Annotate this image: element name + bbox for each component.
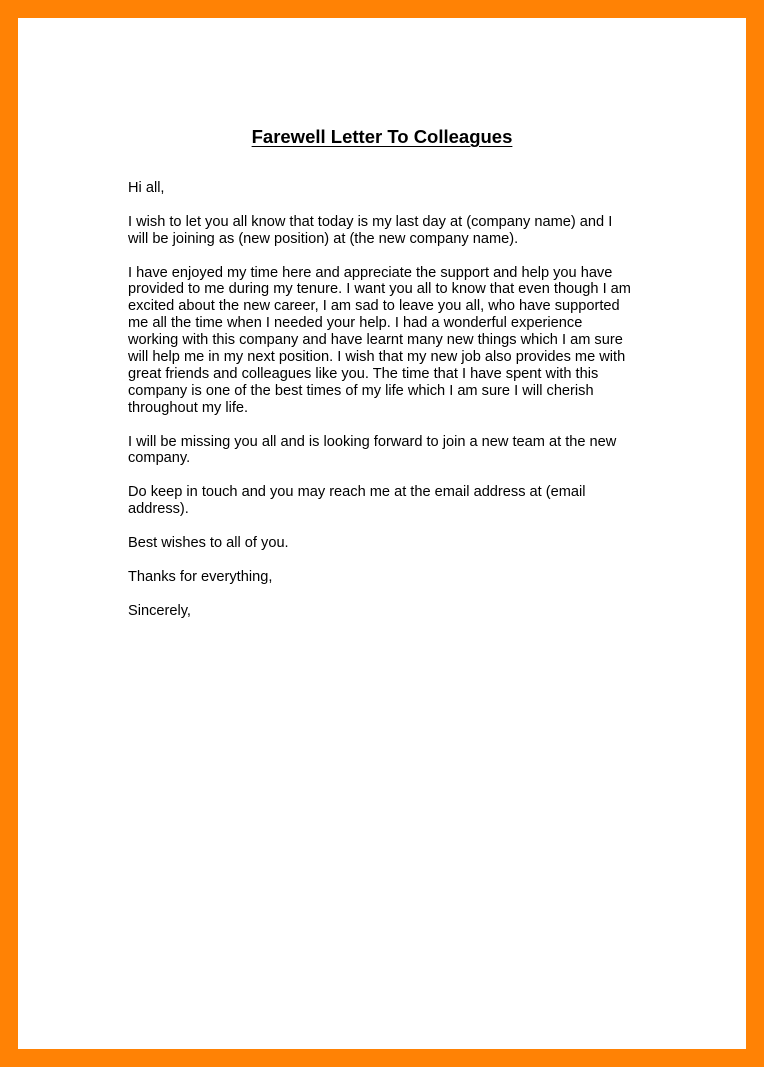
thanks-line: Thanks for everything,: [128, 568, 273, 585]
text-line: throughout my life.: [128, 399, 249, 416]
letter-page: [18, 18, 746, 1049]
paragraph-last-day: [128, 214, 648, 248]
text-line: will help me in my next position. I wish that my new job also provides me with: [128, 349, 626, 366]
text-line: excited about the new career, I am sad to leave you all, who have supported: [128, 298, 620, 315]
text-line: company is one of the best times of my life which I am sure I will cherish: [128, 382, 594, 399]
text-line: address).: [128, 501, 189, 518]
closing-line: Sincerely,: [128, 602, 191, 619]
paragraph-missing-you: [128, 434, 648, 468]
text-line: I have enjoyed my time here and appreciate the support and help you have: [128, 264, 613, 281]
text-line: provided to me during my tenure. I want you all to know that even though I am: [128, 281, 631, 298]
text-line: me all the time when I needed your help. I had a wonderful experience: [128, 315, 583, 332]
paragraph-keep-in-touch: [128, 484, 648, 518]
text-line: Do keep in touch and you may reach me at the email address at (email: [128, 484, 586, 501]
text-line: company.: [128, 450, 191, 467]
best-wishes-line: Best wishes to all of you.: [128, 534, 289, 551]
text-line: will be joining as (new position) at (the new company name).: [128, 230, 519, 247]
greeting: Hi all,: [128, 180, 165, 196]
text-line: great friends and colleagues like you. The time that I have spent with this: [128, 365, 599, 382]
text-line: working with this company and have learnt many new things which I am sure: [128, 332, 623, 349]
paragraph-enjoyed-time: [128, 265, 648, 417]
document-title: Farewell Letter To Colleagues: [251, 126, 513, 147]
text-line: I wish to let you all know that today is my last day at (company name) and I: [128, 213, 613, 230]
text-line: I will be missing you all and is looking forward to join a new team at the new: [128, 433, 617, 450]
letter-body: [128, 180, 648, 636]
